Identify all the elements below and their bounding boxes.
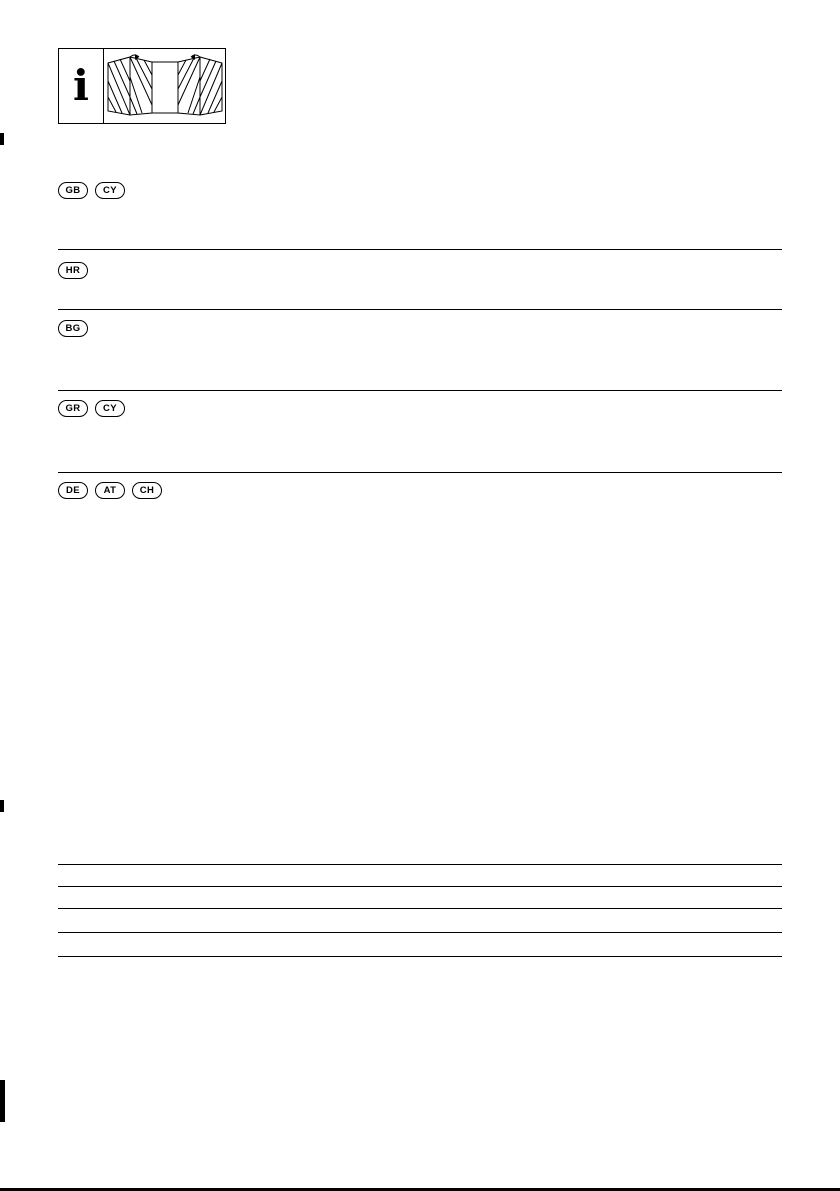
language-section-hr <box>58 262 88 279</box>
flag-badge-ch: CH <box>132 482 162 499</box>
language-section-bg <box>58 320 88 337</box>
flag-badge-at: AT <box>95 482 125 499</box>
section-divider <box>58 309 782 310</box>
table-rule <box>58 886 782 887</box>
flag-badge-hr: HR <box>58 262 88 279</box>
language-section-gb-cy <box>58 182 125 199</box>
table-rule <box>58 956 782 957</box>
section-divider <box>58 390 782 391</box>
language-section-de-at-ch <box>58 482 162 499</box>
table-rule <box>58 908 782 909</box>
information-icon-glyph: i <box>73 61 89 110</box>
table-rule <box>58 864 782 865</box>
table-rule <box>58 932 782 933</box>
flag-badge-gr: GR <box>58 400 88 417</box>
flag-badge-cy-2: CY <box>95 400 125 417</box>
fold-out-manual-icon <box>104 48 226 124</box>
edge-registration-mark <box>0 133 4 145</box>
flag-badge-bg: BG <box>58 320 88 337</box>
section-divider <box>58 472 782 473</box>
pictogram-block <box>58 48 226 124</box>
edge-registration-mark <box>0 800 4 812</box>
fold-out-manual-drawing <box>104 49 226 124</box>
flag-badge-gb: GB <box>58 182 88 199</box>
section-divider <box>58 249 782 250</box>
flag-badge-cy: CY <box>95 182 125 199</box>
language-section-gr-cy <box>58 400 125 417</box>
flag-badge-de: DE <box>58 482 88 499</box>
bottom-registration-bar <box>0 1080 5 1122</box>
information-icon <box>58 48 104 124</box>
